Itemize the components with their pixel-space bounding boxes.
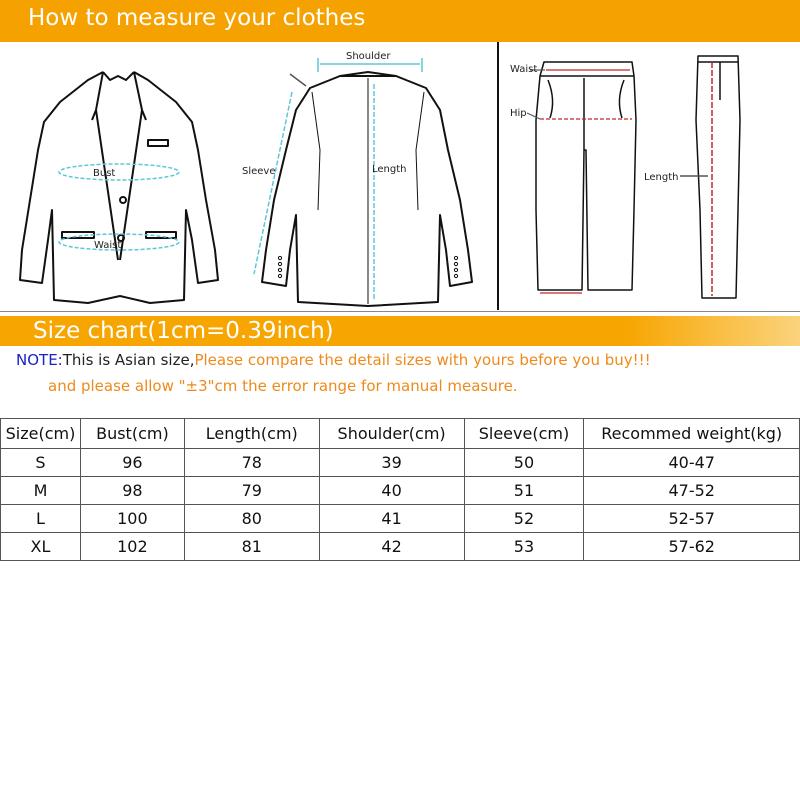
cell-size: M	[1, 477, 81, 505]
cell-sleeve: 51	[464, 477, 584, 505]
table-header-row	[1, 419, 800, 449]
size-chart-bar	[0, 316, 800, 346]
pants-side-drawing	[696, 56, 740, 298]
cell-weight: 57-62	[584, 533, 800, 561]
note-line-2: and please allow "±3"cm the error range for manual measure.	[48, 377, 518, 395]
cell-shoulder: 42	[319, 533, 464, 561]
cell-shoulder: 40	[319, 477, 464, 505]
cell-sleeve: 52	[464, 505, 584, 533]
jacket-back-drawing	[262, 72, 472, 306]
cell-length: 81	[184, 533, 319, 561]
pants-waist-label: Waist	[510, 64, 538, 75]
cell-size: XL	[1, 533, 81, 561]
table-row	[1, 533, 800, 561]
illustration-divider	[497, 42, 499, 310]
cell-length: 78	[184, 449, 319, 477]
cell-bust: 98	[80, 477, 184, 505]
header-length: Length(cm)	[184, 419, 319, 449]
measurement-illustration	[0, 42, 800, 310]
cell-shoulder: 39	[319, 449, 464, 477]
cell-length: 80	[184, 505, 319, 533]
size-chart-title: Size chart(1cm=0.39inch)	[33, 318, 334, 344]
cell-sleeve: 53	[464, 533, 584, 561]
header-shoulder: Shoulder(cm)	[319, 419, 464, 449]
note-label: NOTE:	[16, 351, 63, 369]
size-table	[0, 418, 800, 561]
cell-bust: 96	[80, 449, 184, 477]
header-sleeve: Sleeve(cm)	[464, 419, 584, 449]
header-weight: Recommed weight(kg)	[584, 419, 800, 449]
cell-length: 79	[184, 477, 319, 505]
cell-size: L	[1, 505, 81, 533]
pants-length-label: Length	[644, 172, 679, 183]
note-line-1	[16, 351, 651, 369]
note-text: This is Asian size,	[62, 351, 195, 369]
header-size: Size(cm)	[1, 419, 81, 449]
section-divider	[0, 311, 800, 312]
table-row	[1, 505, 800, 533]
table-row	[1, 449, 800, 477]
cell-bust: 102	[80, 533, 184, 561]
sleeve-label: Sleeve	[242, 166, 276, 177]
pants-front-measures	[527, 70, 632, 293]
table-row	[1, 477, 800, 505]
cell-sleeve: 50	[464, 449, 584, 477]
header-bar	[0, 0, 800, 42]
cell-bust: 100	[80, 505, 184, 533]
length-label: Length	[372, 164, 407, 175]
waist-label: Waist	[94, 240, 122, 251]
cell-weight: 52-57	[584, 505, 800, 533]
header-bust: Bust(cm)	[80, 419, 184, 449]
hip-label: Hip	[510, 108, 527, 119]
note-highlight: Please compare the detail sizes with yours before you buy!!!	[194, 351, 651, 369]
cell-weight: 40-47	[584, 449, 800, 477]
cell-size: S	[1, 449, 81, 477]
pants-front-drawing	[536, 62, 636, 290]
cell-weight: 47-52	[584, 477, 800, 505]
shoulder-label: Shoulder	[346, 51, 391, 62]
cell-shoulder: 41	[319, 505, 464, 533]
bust-label: Bust	[93, 168, 116, 179]
jacket-front-drawing	[20, 72, 218, 303]
page-title: How to measure your clothes	[28, 5, 366, 31]
